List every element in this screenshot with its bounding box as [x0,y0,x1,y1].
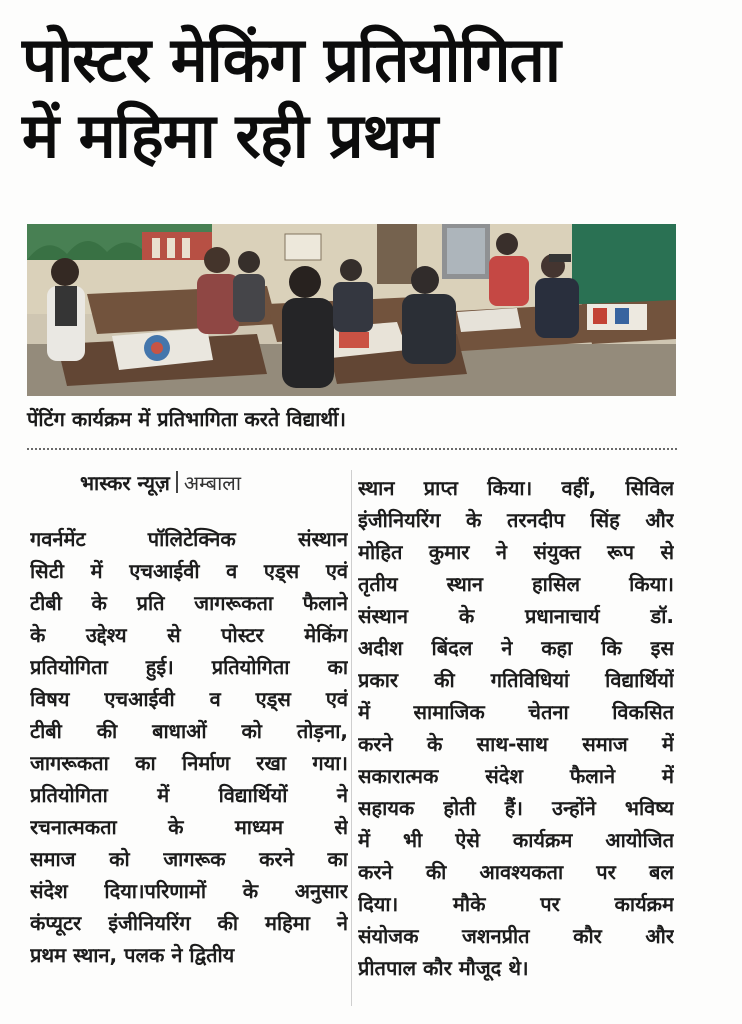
article-right-column [358,472,674,984]
column-divider [351,470,352,1006]
article-text-line: में भी ऐसे कार्यक्रम आयोजित [358,828,674,852]
article-text-line: करने की आवश्यकता पर बल [358,860,674,884]
article-text-line: टीबी के प्रति जागरूकता फैलाने [30,591,348,615]
news-photo [27,224,676,396]
byline-place: अम्बाला [183,471,241,495]
headline [22,22,722,174]
byline [80,469,241,496]
article-text-line: जागरूकता का निर्माण रखा गया। [30,751,348,775]
article-text-line: संस्थान के प्रधानाचार्य डॉ. [358,604,674,628]
article-text-line: रचनात्मकता के माध्यम से [30,815,348,839]
article-text-line: संदेश दिया।परिणामों के अनुसार [30,879,348,903]
article-text-line: तृतीय स्थान हासिल किया। [358,572,674,596]
article-text-line: के उद्देश्य से पोस्टर मेकिंग [30,623,348,647]
dotted-divider [27,448,677,450]
article-text-line: गवर्नमेंट पॉलिटेक्निक संस्थान [30,527,348,551]
article-text-line: प्रकार की गतिविधियां विद्यार्थियों [358,668,674,692]
article-text-line: करने के साथ-साथ समाज में [358,732,674,756]
article-text-line: सिटी में एचआईवी व एड्स एवं [30,559,348,583]
article-text-line: स्थान प्राप्त किया। वहीं, सिविल [358,476,674,500]
byline-source: भास्कर न्यूज़ [80,471,170,495]
article-left-column [30,523,348,971]
headline-line-2: में महिमा रही प्रथम [22,99,438,172]
byline-separator [176,471,178,493]
article-text-line: विषय एचआईवी व एड्स एवं [30,687,348,711]
photo-caption: पेंटिंग कार्यक्रम में प्रतिभागिता करते विद्यार्थी। [27,407,346,431]
article-text-line: संयोजक जशनप्रीत कौर और [358,924,674,948]
article-text-line: सहायक होती हैं। उन्होंने भविष्य [358,796,674,820]
article-text-line: इंजीनियरिंग के तरनदीप सिंह और [358,508,674,532]
article-text-line: अदीश बिंदल ने कहा कि इस [358,636,674,660]
article-text-line: सकारात्मक संदेश फैलाने में [358,764,674,788]
headline-line-1: पोस्टर मेकिंग प्रतियोगिता [22,23,560,96]
article-text-line: कंप्यूटर इंजीनियरिंग की महिमा ने [30,911,348,935]
article-text-line: में सामाजिक चेतना विकसित [358,700,674,724]
article-text-line: प्रथम स्थान, पलक ने द्वितीय [30,943,235,967]
article-text-line: प्रतियोगिता हुई। प्रतियोगिता का [30,655,348,679]
article-text-line: समाज को जागरूक करने का [30,847,348,871]
article-text-line: दिया। मौके पर कार्यक्रम [358,892,674,916]
article-text-line: प्रतियोगिता में विद्यार्थियों ने [30,783,348,807]
article-text-line: टीबी की बाधाओं को तोड़ना, [30,719,348,743]
article-text-line: प्रीतपाल कौर मौजूद थे। [358,956,529,980]
article-text-line: मोहित कुमार ने संयुक्त रूप से [358,540,674,564]
